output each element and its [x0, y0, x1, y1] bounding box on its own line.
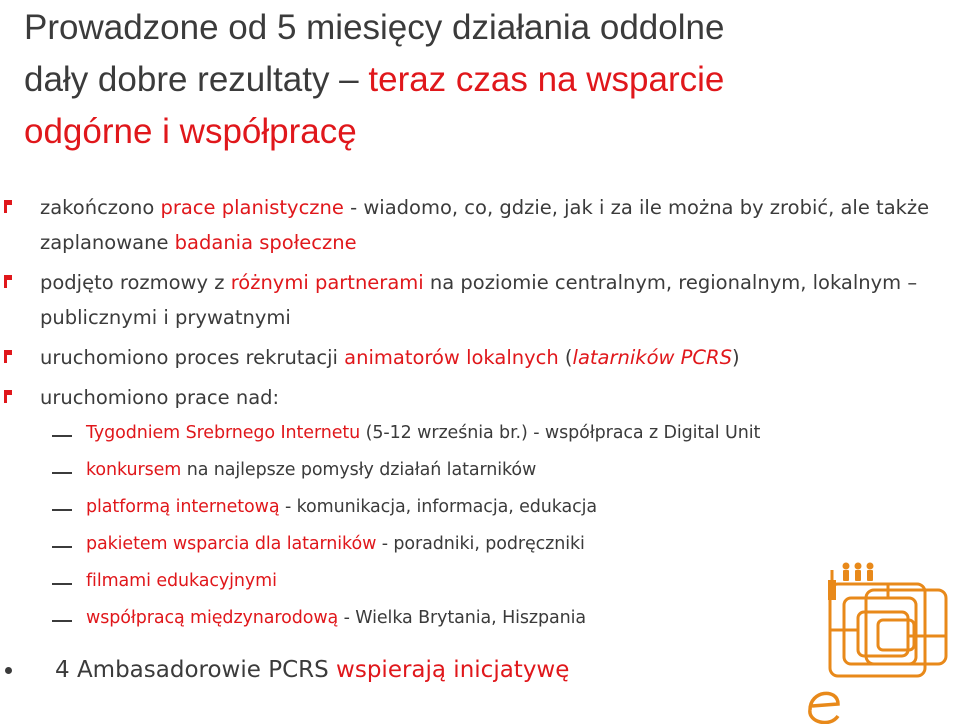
title-line-3: odgórne i współpracę: [24, 112, 357, 151]
sub-item-text: na najlepsze pomysły działań latarników: [181, 460, 537, 480]
dash-icon: [52, 583, 72, 585]
sub-item-highlight: współpracą międzynarodową: [86, 608, 339, 628]
dash-icon: [52, 509, 72, 511]
bullet-highlight: badania społeczne: [174, 231, 357, 254]
sub-item-highlight: konkursem: [86, 460, 182, 480]
bullet-partners: [0, 265, 960, 335]
bullet-recruitment: [0, 340, 960, 375]
title-line-1: Prowadzone od 5 miesięcy działania oddolne: [24, 8, 725, 47]
ambassadors-highlight: wspierają inicjatywę: [336, 657, 570, 683]
title-line-2-plain: dały dobre rezultaty –: [24, 60, 369, 99]
dash-icon: [52, 435, 72, 437]
bullet-text: uruchomiono proces rekrutacji: [40, 346, 345, 369]
title-line-2-highlight: teraz czas na wsparcie: [368, 60, 725, 99]
bullet-work: [0, 380, 960, 415]
pcrs-logo-icon: [800, 560, 960, 724]
sub-item-text: (5-12 września br.) - współpraca z Digital Unit: [360, 423, 761, 443]
dash-icon: [52, 546, 72, 548]
slide-title: [24, 2, 924, 158]
dash-icon: [52, 620, 72, 622]
ambassadors-plain: 4 Ambasadorowie PCRS: [55, 657, 337, 683]
bullet-text: na poziomie centralnym, regionalnym, lokalnym – publicznymi i prywatnymi: [40, 271, 918, 329]
sub-item: [0, 526, 960, 563]
sub-item-text: - Wielka Brytania, Hiszpania: [338, 608, 587, 628]
bullet-highlight: różnymi partnerami: [230, 271, 424, 294]
bullet-text: ): [731, 346, 740, 369]
dash-icon: [52, 472, 72, 474]
bullet-text: uruchomiono prace nad:: [40, 386, 280, 409]
sub-item: [0, 415, 960, 452]
bullet-square-icon: [4, 200, 16, 213]
bullet-planning: [0, 190, 960, 260]
bullet-highlight: prace planistyczne: [160, 196, 344, 219]
sub-item: [0, 452, 960, 489]
bullet-highlight: animatorów lokalnych: [344, 346, 559, 369]
ambassadors-text: [55, 650, 569, 690]
bullet-square-icon: [4, 275, 16, 288]
bullet-square-icon: [4, 350, 16, 363]
sub-item-text: - komunikacja, informacja, edukacja: [279, 497, 598, 517]
sub-item: [0, 489, 960, 526]
bullet-text: (: [558, 346, 573, 369]
title-line-2: [24, 54, 924, 106]
sub-item-highlight: filmami edukacyjnymi: [86, 571, 277, 591]
sub-item-highlight: pakietem wsparcia dla latarników: [86, 534, 377, 554]
sub-item-highlight: platformą internetową: [86, 497, 280, 517]
bullet-square-icon: [4, 390, 16, 403]
sub-item-highlight: Tygodniem Srebrnego Internetu: [86, 423, 361, 443]
bullet-text: zakończono: [40, 196, 161, 219]
bullet-text: - wiadomo, co, gdzie, jak i za ile można by zrobić, ale także zaplanowane: [40, 196, 930, 254]
round-bullet-icon: [5, 667, 12, 674]
sub-item-text: - poradniki, podręczniki: [376, 534, 585, 554]
bullet-text: podjęto rozmowy z: [40, 271, 231, 294]
bullet-highlight-italic: latarników PCRS: [572, 346, 732, 369]
